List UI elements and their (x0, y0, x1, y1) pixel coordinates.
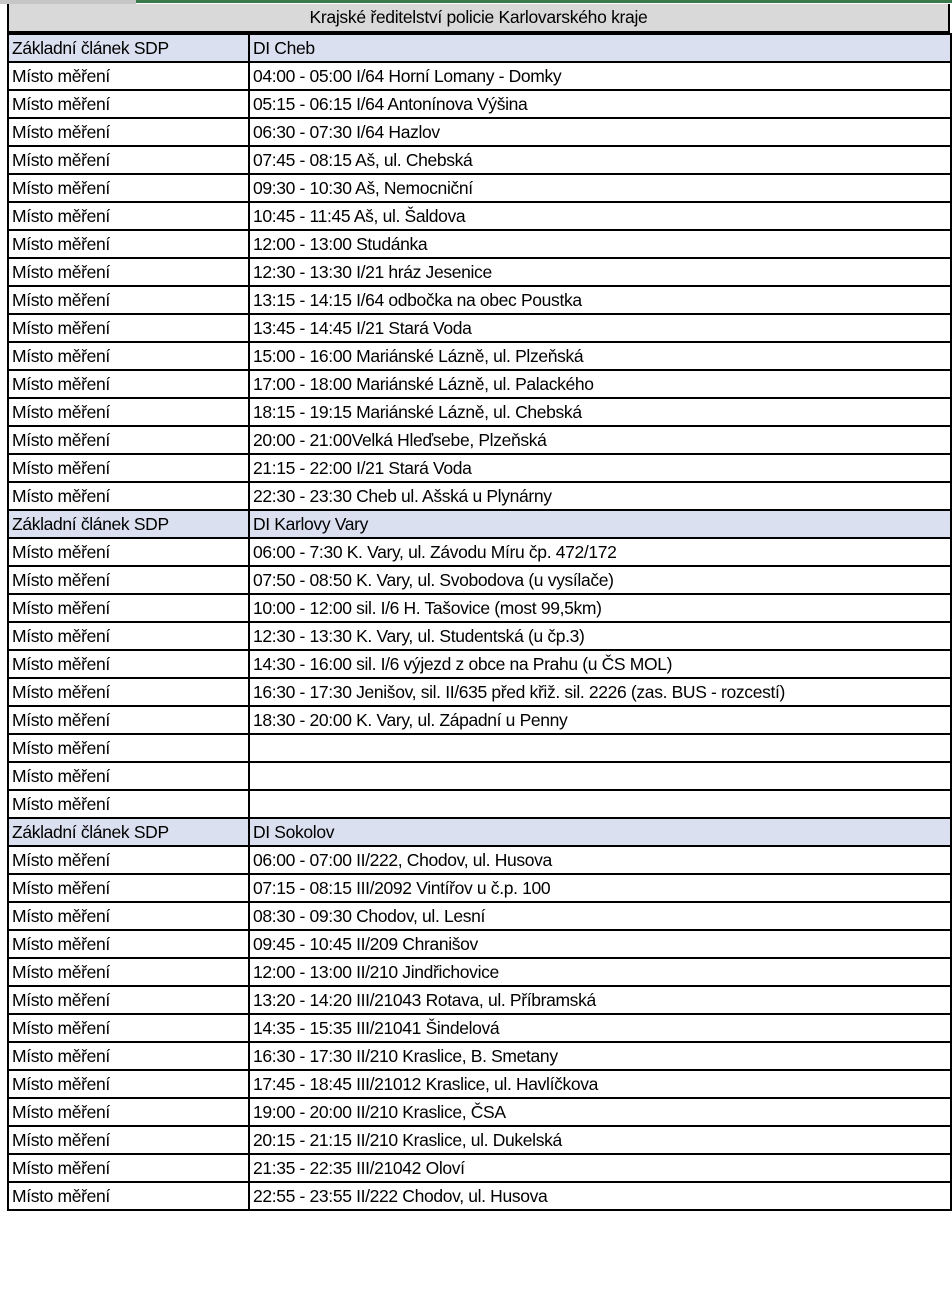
measurement-value-cell[interactable]: 07:50 - 08:50 K. Vary, ul. Svobodova (u vysílače) (249, 566, 951, 594)
measurement-label-cell[interactable]: Místo měření (8, 958, 249, 986)
measurement-label-cell[interactable]: Místo měření (8, 1154, 249, 1182)
measurement-label-cell[interactable]: Místo měření (8, 482, 249, 510)
measurement-label-cell[interactable]: Místo měření (8, 286, 249, 314)
measurement-value-cell[interactable]: 13:45 - 14:45 I/21 Stará Voda (249, 314, 951, 342)
measurement-label-cell[interactable]: Místo měření (8, 986, 249, 1014)
selection-accent-strip (136, 0, 952, 3)
measurement-label-cell[interactable]: Místo měření (8, 146, 249, 174)
measurement-value-cell[interactable]: 07:15 - 08:15 III/2092 Vintířov u č.p. 100 (249, 874, 951, 902)
table-row (8, 370, 951, 398)
table-row (8, 790, 951, 818)
table-row (8, 118, 951, 146)
measurement-value-cell[interactable]: 08:30 - 09:30 Chodov, ul. Lesní (249, 902, 951, 930)
section-header-row (8, 510, 951, 538)
table-row (8, 538, 951, 566)
table-row (8, 930, 951, 958)
table-row (8, 202, 951, 230)
measurement-value-cell[interactable]: 17:00 - 18:00 Mariánské Lázně, ul. Palackého (249, 370, 951, 398)
measurement-value-cell[interactable]: 04:00 - 05:00 I/64 Horní Lomany - Domky (249, 62, 951, 90)
measurement-label-cell[interactable]: Místo měření (8, 202, 249, 230)
table-row (8, 734, 951, 762)
measurement-label-cell[interactable]: Místo měření (8, 1098, 249, 1126)
measurement-value-cell[interactable]: 19:00 - 20:00 II/210 Kraslice, ČSA (249, 1098, 951, 1126)
spreadsheet (7, 4, 950, 1211)
measurement-value-cell[interactable]: 10:00 - 12:00 sil. I/6 H. Tašovice (most 99,5km) (249, 594, 951, 622)
measurement-value-cell[interactable] (249, 734, 951, 762)
measurement-value-cell[interactable]: 10:45 - 11:45 Aš, ul. Šaldova (249, 202, 951, 230)
measurement-label-cell[interactable]: Místo měření (8, 1014, 249, 1042)
table-row (8, 986, 951, 1014)
measurement-label-cell[interactable]: Místo měření (8, 874, 249, 902)
table-row (8, 706, 951, 734)
table-row (8, 174, 951, 202)
measurement-value-cell[interactable]: 06:00 - 7:30 K. Vary, ul. Závodu Míru čp. 472/172 (249, 538, 951, 566)
table-row (8, 1182, 951, 1210)
measurement-value-cell[interactable] (249, 762, 951, 790)
table-row (8, 90, 951, 118)
measurement-value-cell[interactable]: 12:00 - 13:00 Studánka (249, 230, 951, 258)
measurement-value-cell[interactable]: 16:30 - 17:30 II/210 Kraslice, B. Smetany (249, 1042, 951, 1070)
measurement-label-cell[interactable]: Místo měření (8, 1182, 249, 1210)
table-row (8, 622, 951, 650)
measurement-label-cell[interactable]: Místo měření (8, 398, 249, 426)
measurement-label-cell[interactable]: Místo měření (8, 314, 249, 342)
measurement-label-cell[interactable]: Místo měření (8, 566, 249, 594)
measurement-value-cell[interactable]: 13:20 - 14:20 III/21043 Rotava, ul. Příbramská (249, 986, 951, 1014)
table-row (8, 426, 951, 454)
table-row (8, 146, 951, 174)
measurement-label-cell[interactable]: Místo měření (8, 650, 249, 678)
table-row (8, 1070, 951, 1098)
measurement-value-cell[interactable]: 21:15 - 22:00 I/21 Stará Voda (249, 454, 951, 482)
measurement-label-cell[interactable]: Místo měření (8, 538, 249, 566)
table-row (8, 902, 951, 930)
table-row (8, 846, 951, 874)
measurement-label-cell[interactable]: Místo měření (8, 90, 249, 118)
measurement-value-cell[interactable]: 09:45 - 10:45 II/209 Chranišov (249, 930, 951, 958)
measurement-value-cell[interactable] (249, 790, 951, 818)
measurement-value-cell[interactable]: 15:00 - 16:00 Mariánské Lázně, ul. Plzeňská (249, 342, 951, 370)
schedule-table (7, 33, 952, 1211)
section-name-cell[interactable]: DI Karlovy Vary (249, 510, 951, 538)
table-row (8, 958, 951, 986)
table-row (8, 1014, 951, 1042)
measurement-value-cell[interactable]: 05:15 - 06:15 I/64 Antonínova Výšina (249, 90, 951, 118)
table-row (8, 762, 951, 790)
section-header-row (8, 818, 951, 846)
measurement-label-cell[interactable]: Místo měření (8, 426, 249, 454)
measurement-label-cell[interactable]: Místo měření (8, 1042, 249, 1070)
measurement-label-cell[interactable]: Místo měření (8, 1070, 249, 1098)
measurement-value-cell[interactable]: 14:30 - 16:00 sil. I/6 výjezd z obce na Prahu (u ČS MOL) (249, 650, 951, 678)
measurement-label-cell[interactable]: Místo měření (8, 846, 249, 874)
table-row (8, 230, 951, 258)
table-row (8, 650, 951, 678)
section-label-cell[interactable]: Základní článek SDP (8, 818, 249, 846)
table-row (8, 1154, 951, 1182)
measurement-label-cell[interactable]: Místo měření (8, 706, 249, 734)
measurement-value-cell[interactable]: 18:15 - 19:15 Mariánské Lázně, ul. Chebská (249, 398, 951, 426)
measurement-value-cell[interactable]: 12:30 - 13:30 I/21 hráz Jesenice (249, 258, 951, 286)
measurement-label-cell[interactable]: Místo měření (8, 118, 249, 146)
table-row (8, 678, 951, 706)
table-row (8, 1042, 951, 1070)
section-header-row (8, 34, 951, 62)
table-row (8, 566, 951, 594)
measurement-label-cell[interactable]: Místo měření (8, 622, 249, 650)
measurement-label-cell[interactable]: Místo měření (8, 230, 249, 258)
measurement-value-cell[interactable]: 18:30 - 20:00 K. Vary, ul. Západní u Penny (249, 706, 951, 734)
table-row (8, 258, 951, 286)
section-label-cell[interactable]: Základní článek SDP (8, 34, 249, 62)
measurement-label-cell[interactable]: Místo měření (8, 790, 249, 818)
measurement-value-cell[interactable]: 17:45 - 18:45 III/21012 Kraslice, ul. Havlíčkova (249, 1070, 951, 1098)
section-name-cell[interactable]: DI Cheb (249, 34, 951, 62)
section-name-cell[interactable]: DI Sokolov (249, 818, 951, 846)
measurement-value-cell[interactable]: 20:00 - 21:00Velká Hleďsebe, Plzeňská (249, 426, 951, 454)
section-label-cell[interactable]: Základní článek SDP (8, 510, 249, 538)
measurement-label-cell[interactable]: Místo měření (8, 258, 249, 286)
measurement-value-cell[interactable]: 07:45 - 08:15 Aš, ul. Chebská (249, 146, 951, 174)
table-row (8, 286, 951, 314)
measurement-label-cell[interactable]: Místo měření (8, 454, 249, 482)
table-row (8, 314, 951, 342)
measurement-value-cell[interactable]: 06:30 - 07:30 I/64 Hazlov (249, 118, 951, 146)
measurement-value-cell[interactable]: 21:35 - 22:35 III/21042 Oloví (249, 1154, 951, 1182)
measurement-value-cell[interactable]: 22:55 - 23:55 II/222 Chodov, ul. Husova (249, 1182, 951, 1210)
measurement-value-cell[interactable]: 22:30 - 23:30 Cheb ul. Ašská u Plynárny (249, 482, 951, 510)
measurement-label-cell[interactable]: Místo měření (8, 342, 249, 370)
measurement-value-cell[interactable]: 12:30 - 13:30 K. Vary, ul. Studentská (u čp.3) (249, 622, 951, 650)
measurement-value-cell[interactable]: 06:00 - 07:00 II/222, Chodov, ul. Husova (249, 846, 951, 874)
measurement-value-cell[interactable]: 13:15 - 14:15 I/64 odbočka na obec Poustka (249, 286, 951, 314)
measurement-value-cell[interactable]: 14:35 - 15:35 III/21041 Šindelová (249, 1014, 951, 1042)
measurement-label-cell[interactable]: Místo měření (8, 930, 249, 958)
table-row (8, 874, 951, 902)
table-row (8, 1098, 951, 1126)
measurement-label-cell[interactable]: Místo měření (8, 370, 249, 398)
measurement-value-cell[interactable]: 16:30 - 17:30 Jenišov, sil. II/635 před křiž. sil. 2226 (zas. BUS - rozcestí) (249, 678, 951, 706)
measurement-label-cell[interactable]: Místo měření (8, 902, 249, 930)
measurement-value-cell[interactable]: 20:15 - 21:15 II/210 Kraslice, ul. Dukelská (249, 1126, 951, 1154)
measurement-label-cell[interactable]: Místo měření (8, 62, 249, 90)
measurement-label-cell[interactable]: Místo měření (8, 1126, 249, 1154)
table-row (8, 62, 951, 90)
measurement-label-cell[interactable]: Místo měření (8, 174, 249, 202)
measurement-value-cell[interactable]: 12:00 - 13:00 II/210 Jindřichovice (249, 958, 951, 986)
measurement-label-cell[interactable]: Místo měření (8, 734, 249, 762)
table-row (8, 342, 951, 370)
measurement-label-cell[interactable]: Místo měření (8, 678, 249, 706)
table-row (8, 1126, 951, 1154)
table-row (8, 594, 951, 622)
table-row (8, 454, 951, 482)
sheet-title[interactable]: Krajské ředitelství policie Karlovarského kraje (7, 4, 950, 33)
measurement-label-cell[interactable]: Místo měření (8, 762, 249, 790)
measurement-value-cell[interactable]: 09:30 - 10:30 Aš, Nemocniční (249, 174, 951, 202)
table-row (8, 398, 951, 426)
table-row (8, 482, 951, 510)
measurement-label-cell[interactable]: Místo měření (8, 594, 249, 622)
